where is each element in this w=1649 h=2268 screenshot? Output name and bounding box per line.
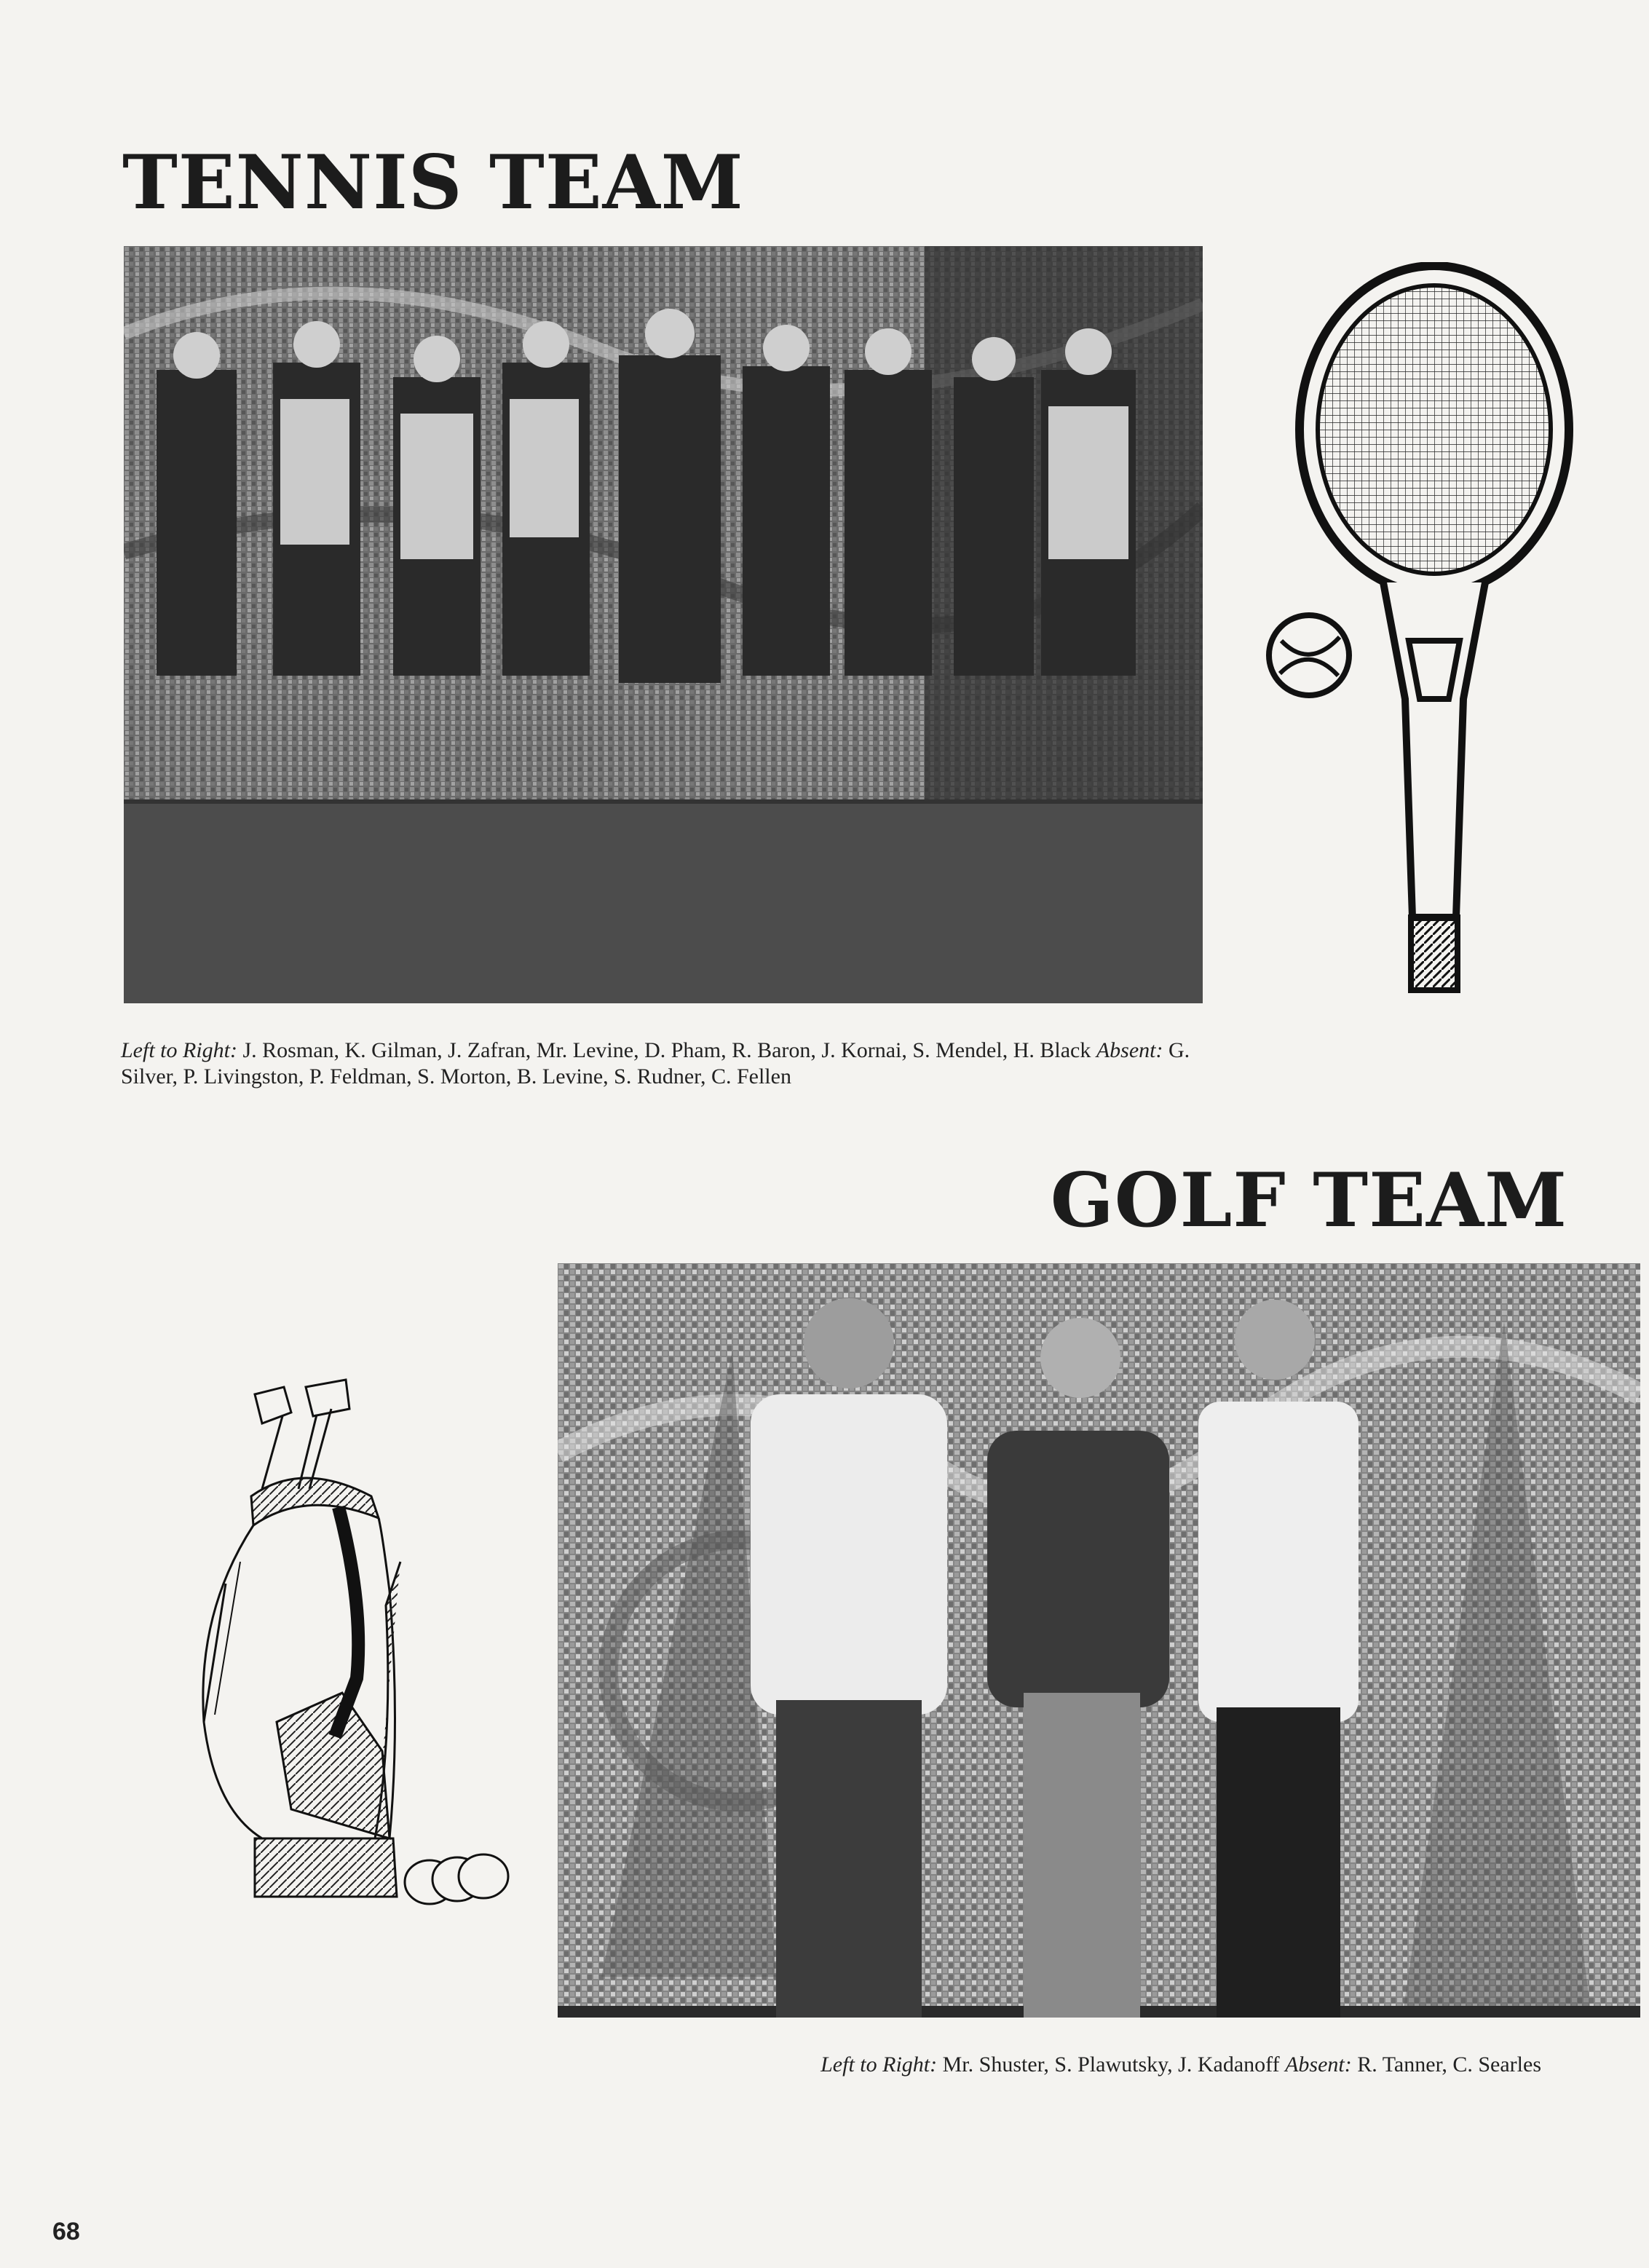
golf-bag-icon — [182, 1372, 531, 1933]
tennis-team-heading: TENNIS TEAM — [122, 139, 744, 226]
golf-team-absent-members: R. Tanner, C. Searles — [1351, 2052, 1541, 2077]
tennis-team-absent-members: G. Silver, P. Livingston, P. Feldman, S. Morton, B. Levine, S. Rudner, C. Fellen — [121, 1038, 1190, 1088]
left-to-right-label: Left to Right: — [121, 1038, 237, 1062]
golf-team-heading: GOLF TEAM — [1050, 1157, 1567, 1244]
left-to-right-label: Left to Right: — [820, 2052, 938, 2077]
absent-label: Absent: — [1285, 2052, 1352, 2077]
tennis-team-members: J. Rosman, K. Gilman, J. Zafran, Mr. Levine, D. Pham, R. Baron, J. Kornai, S. Mendel, H. Black — [237, 1038, 1096, 1062]
page-number: 68 — [52, 2218, 80, 2245]
golf-team-photo — [558, 1263, 1640, 2018]
golf-team-caption — [820, 2052, 1541, 2078]
tennis-team-caption — [121, 1038, 1213, 1090]
golf-team-members: Mr. Shuster, S. Plawutsky, J. Kadanoff — [937, 2052, 1286, 2077]
absent-label: Absent: — [1096, 1038, 1163, 1062]
tennis-racket-icon — [1223, 262, 1587, 1005]
tennis-team-photo — [124, 246, 1203, 1003]
